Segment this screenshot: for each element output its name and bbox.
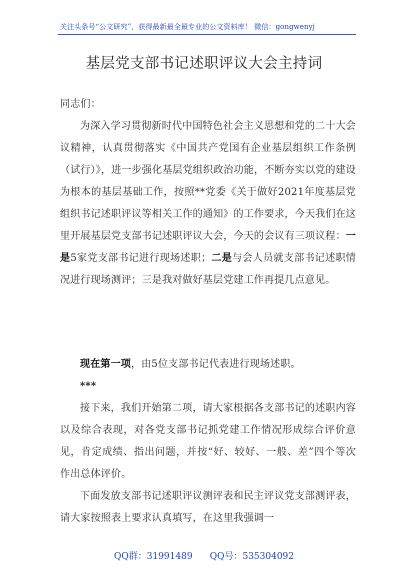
agenda-item-two-text: 与会人员就支部书记述职情况进行现场测评；三是我对做好基层党建工作再提几点意见。 xyxy=(60,253,356,286)
header-promo-note: 关注头条号“公文研究”，获得最新最全最专业的公文资料库！ 微信：gongwenyj xyxy=(60,23,315,31)
salutation: 同志们： xyxy=(60,99,101,110)
item-one-paragraph xyxy=(60,354,356,376)
document-title: 基层党支部书记述职评议大会主持词 xyxy=(85,56,323,72)
footer-contact: QQ群：31991489 QQ号：535304092 xyxy=(113,552,295,562)
agenda-item-two-label: 二是 xyxy=(211,253,233,264)
paragraph-intro-text: 为深入学习贯彻新时代中国特色社会主义思想和党的二十大会议精神，认真贯彻落实《中国共产党国有企业基层组织工作条例（试行）》，进一步强化基层党组织政治功能，不断夯实以党的建设为根本的基层基础工作，按照**党委《关于做好2021年度基层党组织书记述职评议等相关工作的通知》的工作要求，今天我们在这里开展基层党支部书记述职评议大会，今天的会议有三项议程： xyxy=(60,121,356,242)
item-one-text: ，由5位支部书记代表进行现场述职。 xyxy=(131,359,301,370)
paragraph-forms: 下面发放支部书记述职评议测评表和民主评议党支部测评表，请大家按照表上要求认真填写，在这里我强调一 xyxy=(60,491,356,524)
item-one-label: 现在第一项 xyxy=(80,359,131,370)
agenda-item-one-text: 5家党支部书记进行现场述职； xyxy=(70,253,212,264)
header-divider xyxy=(58,34,356,35)
document-body-top xyxy=(60,94,356,292)
document-body-bottom xyxy=(60,354,356,530)
paragraph-intro xyxy=(60,116,356,292)
agenda-item-one-label: 一是 xyxy=(60,231,356,264)
paragraph-evaluation: 接下来，我们开始第二项，请大家根据各支部书记的述职内容以及综合表现，对各党支部书记抓党建工作情况形成综合评价意见，肯定成绩、指出问题，并按“好、较好、一般、差”四个等次作出总体评价。 xyxy=(60,403,356,480)
section-separator: *** xyxy=(80,381,97,392)
